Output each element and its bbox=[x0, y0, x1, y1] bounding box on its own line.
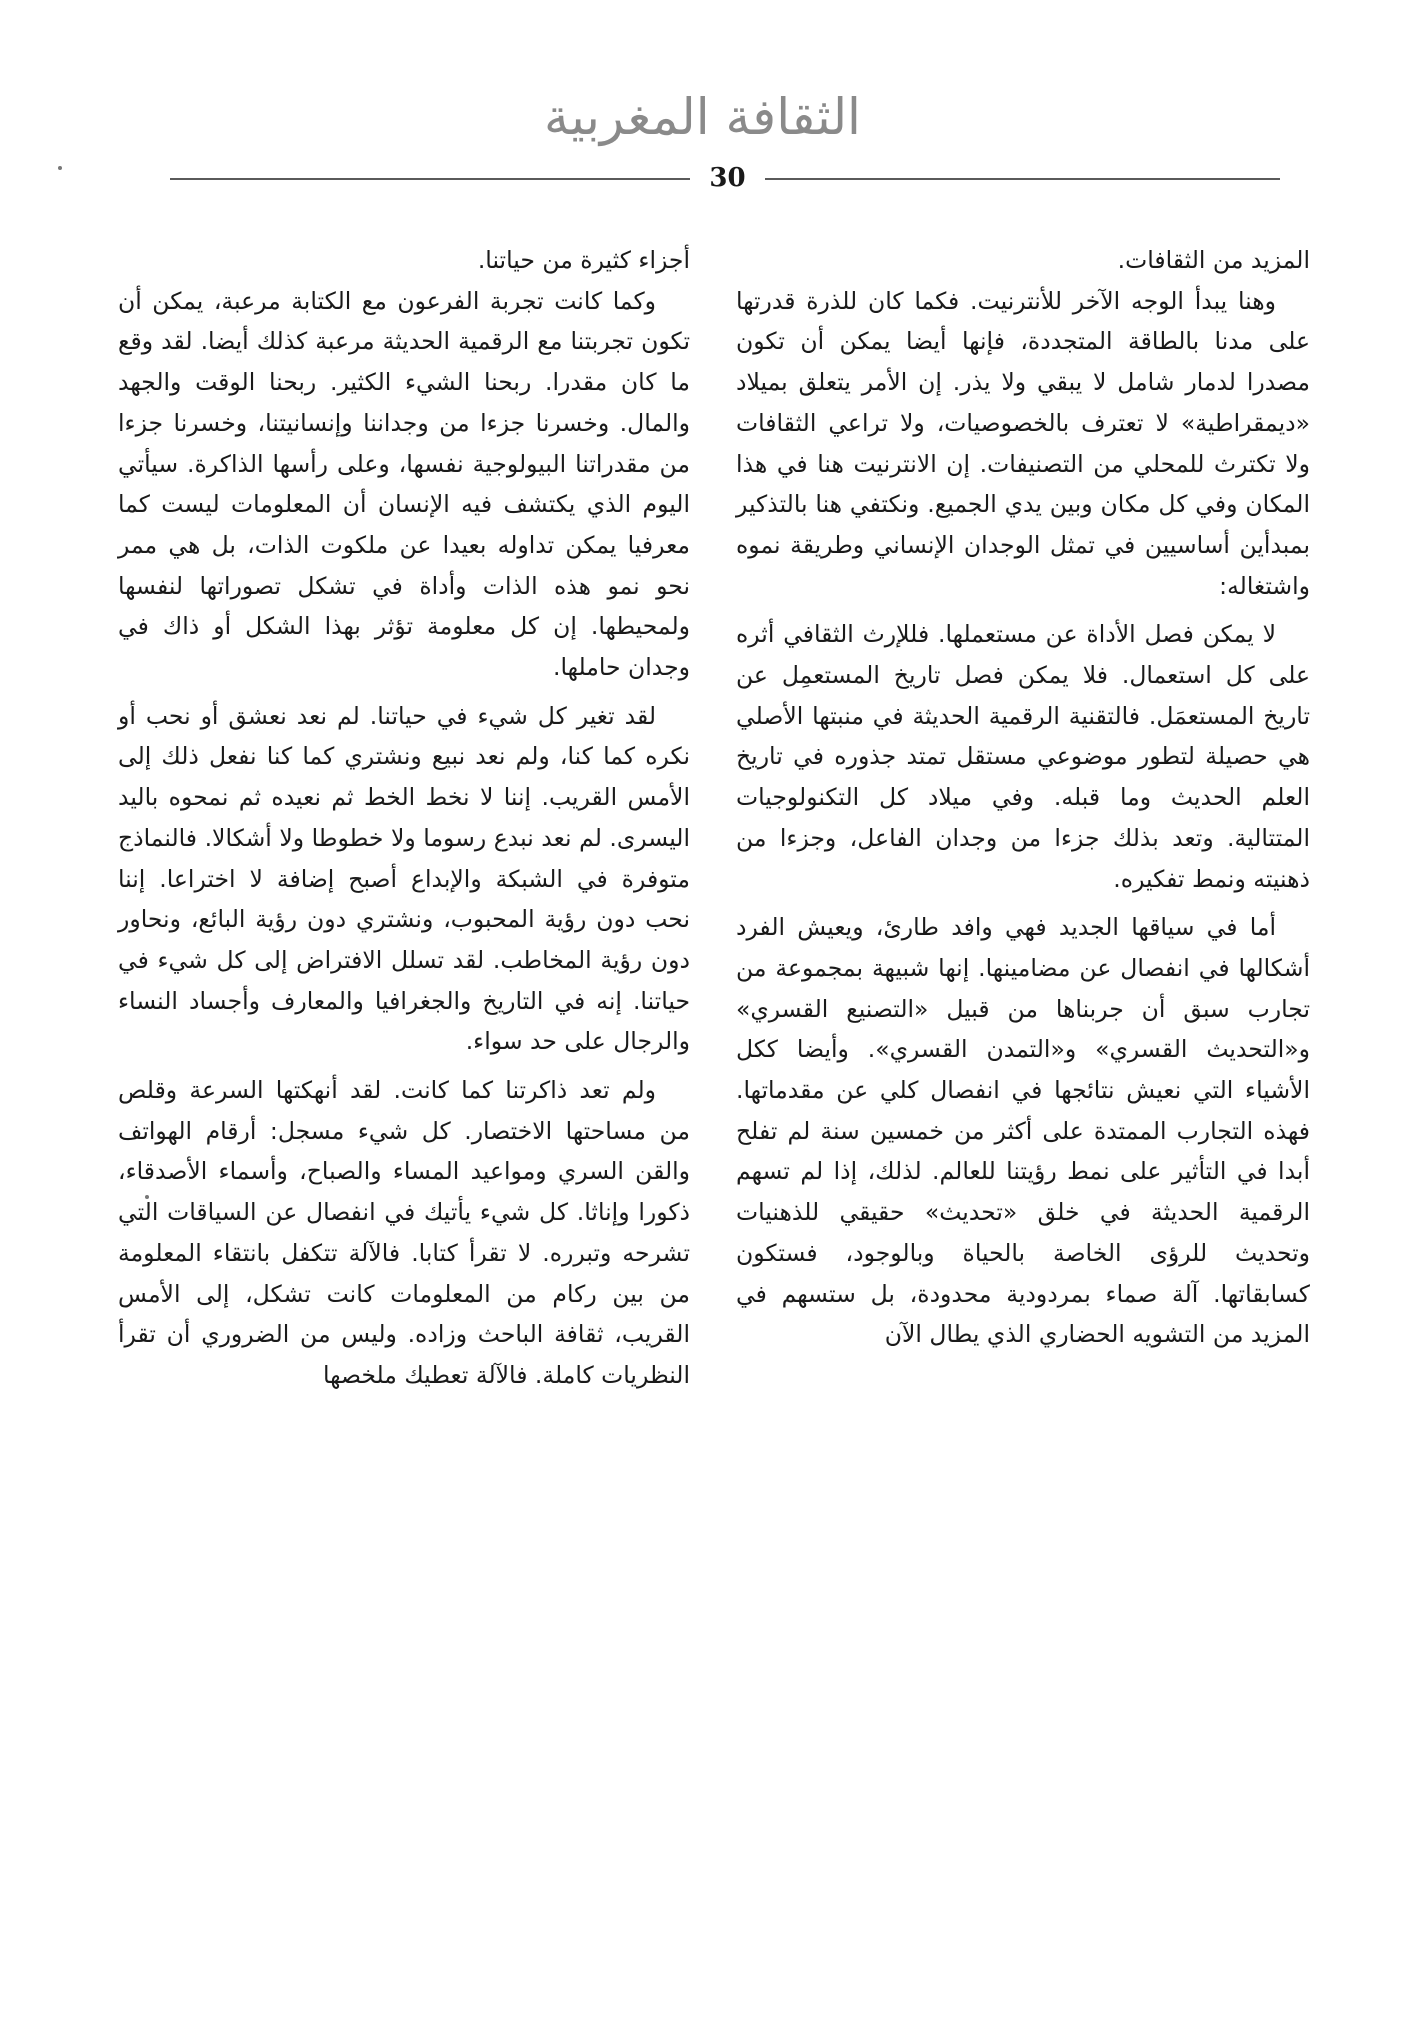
paragraph: أجزاء كثيرة من حياتنا. bbox=[477, 246, 690, 274]
paragraph: المزيد من الثقافات. bbox=[1117, 246, 1310, 274]
text-column-left bbox=[118, 240, 690, 1396]
scan-speck bbox=[58, 166, 62, 170]
page-number: 30 bbox=[709, 163, 746, 193]
paragraph: أما في سياقها الجديد فهي وافد طارئ، ويعيش الفرد أشكالها في انفصال عن مضامينها. إنها شبيهة بمجموعة من تجارب سبق أن جربناها من قبيل «التصنيع القسري» و«التحديث القسري» و«التمدن القسري». وأيضا ككل الأشياء التي نعيش نتائجها في انفصال كلي عن مقدماتها. فهذه التجارب الممتدة على أكثر من خمسين سنة لم تفلح أبدا في التأثير على نمط رؤيتنا للعالم. لذلك، إذا لم تسهم الرقمية الحديثة في خلق «تحديث» حقيقي للذهنيات وتحديث للرؤى الخاصة بالحياة وبالوجود، فستكون كسابقاتها. آلة صماء بمردودية محدودة، بل ستسهم في المزيد من التشويه الحضاري الذي يطال الآن bbox=[736, 913, 1310, 1349]
text-column-right bbox=[736, 240, 1310, 1355]
paragraph: ولم تعد ذاكرتنا كما كانت. لقد أنهكتها السرعة وقلص من مساحتها الاختصار. كل شيء مسجل: أرقام الهواتف والقن السري ومواعيد المساء والصباح، وأسماء الأصدقاء، ذكورا وإناثا. كل شيء يأتيك في انفصال عن السياقات التي تشرحه وتبرره. لا تقرأ كتابا. فالآلة تتكفل بانتقاء المعلومة من بين ركام من المعلومات كانت تشكل، إلى الأمس القريب، ثقافة الباحث وزاده. وليس من الضروري أن تقرأ النظريات كاملة. فالآلة تعطيك ملخصها bbox=[118, 1076, 690, 1389]
paragraph: لا يمكن فصل الأداة عن مستعملها. فللإرث الثقافي أثره على كل استعمال. فلا يمكن فصل تاريخ المستعمِل عن تاريخ المستعمَل. فالتقنية الرقمية الحديثة في منبتها الأصلي هي حصيلة لتطور موضوعي مستقل تمتد جذوره في تاريخ العلم الحديث وما قبله. وفي ميلاد كل التكنولوجيات المتتالية. وتعد بذلك جزءا من وجدان الفاعل، وجزءا من ذهنيته ونمط تفكيره. bbox=[736, 620, 1310, 893]
paragraph: لقد تغير كل شيء في حياتنا. لم نعد نعشق أو نحب أو نكره كما كنا، ولم نعد نبيع ونشتري كما كنا نفعل ذلك إلى الأمس القريب. إننا لا نخط الخط ثم نعيده ثم نمحوه باليد اليسرى. لم نعد نبدع رسوما ولا خطوطا ولا أشكالا. فالنماذج متوفرة في الشبكة والإبداع أصبح إضافة لا اختراعا. إننا نحب دون رؤية المحبوب، ونشتري دون رؤية البائع، ونحاور دون رؤية المخاطب. لقد تسلل الافتراض إلى كل شيء في حياتنا. إنه في التاريخ والجغرافيا والمعارف وأجساد النساء والرجال على حد سواء. bbox=[118, 701, 690, 1056]
paragraph: وكما كانت تجربة الفرعون مع الكتابة مرعبة، يمكن أن تكون تجربتنا مع الرقمية الحديثة مرعبة كذلك أيضا. لقد وقع ما كان مقدرا. ربحنا الشيء الكثير. ربحنا الوقت والجهد والمال. وخسرنا جزءا من وجداننا وإنسانيتنا، وخسرنا جزءا من مقدراتنا البيولوجية نفسها، وعلى رأسها الذاكرة. سيأتي اليوم الذي يكتشف فيه الإنسان أن المعلومات ليست كما معرفيا يمكن تداوله بعيدا عن ملكوت الذات، بل هي ممر نحو نمو هذه الذات وأداة في تشكل تصوراتها لنفسها ولمحيطها. إن كل معلومة تؤثر بهذا الشكل أو ذاك في وجدان حاملها. bbox=[118, 286, 690, 682]
journal-title: الثقافة المغربية bbox=[544, 88, 861, 146]
header-rule-right bbox=[765, 178, 1280, 180]
paragraph: وهنا يبدأ الوجه الآخر للأنترنيت. فكما كان للذرة قدرتها على مدنا بالطاقة المتجددة، فإنها أيضا يمكن أن تكون مصدرا لدمار شامل لا يبقي ولا يذر. إن الأمر يتعلق بميلاد «ديمقراطية» لا تعترف بالخصوصيات، ولا تراعي الثقافات ولا تكترث للمحلي من التصنيفات. إن الانترنيت هنا في هذا المكان وفي كل مكان وبين يدي الجميع. ونكتفي هنا بالتذكير بمبدأين أساسيين في تمثل الوجدان الإنساني وطريقة نموه واشتغاله: bbox=[736, 286, 1310, 600]
header-rule-left bbox=[170, 178, 690, 180]
